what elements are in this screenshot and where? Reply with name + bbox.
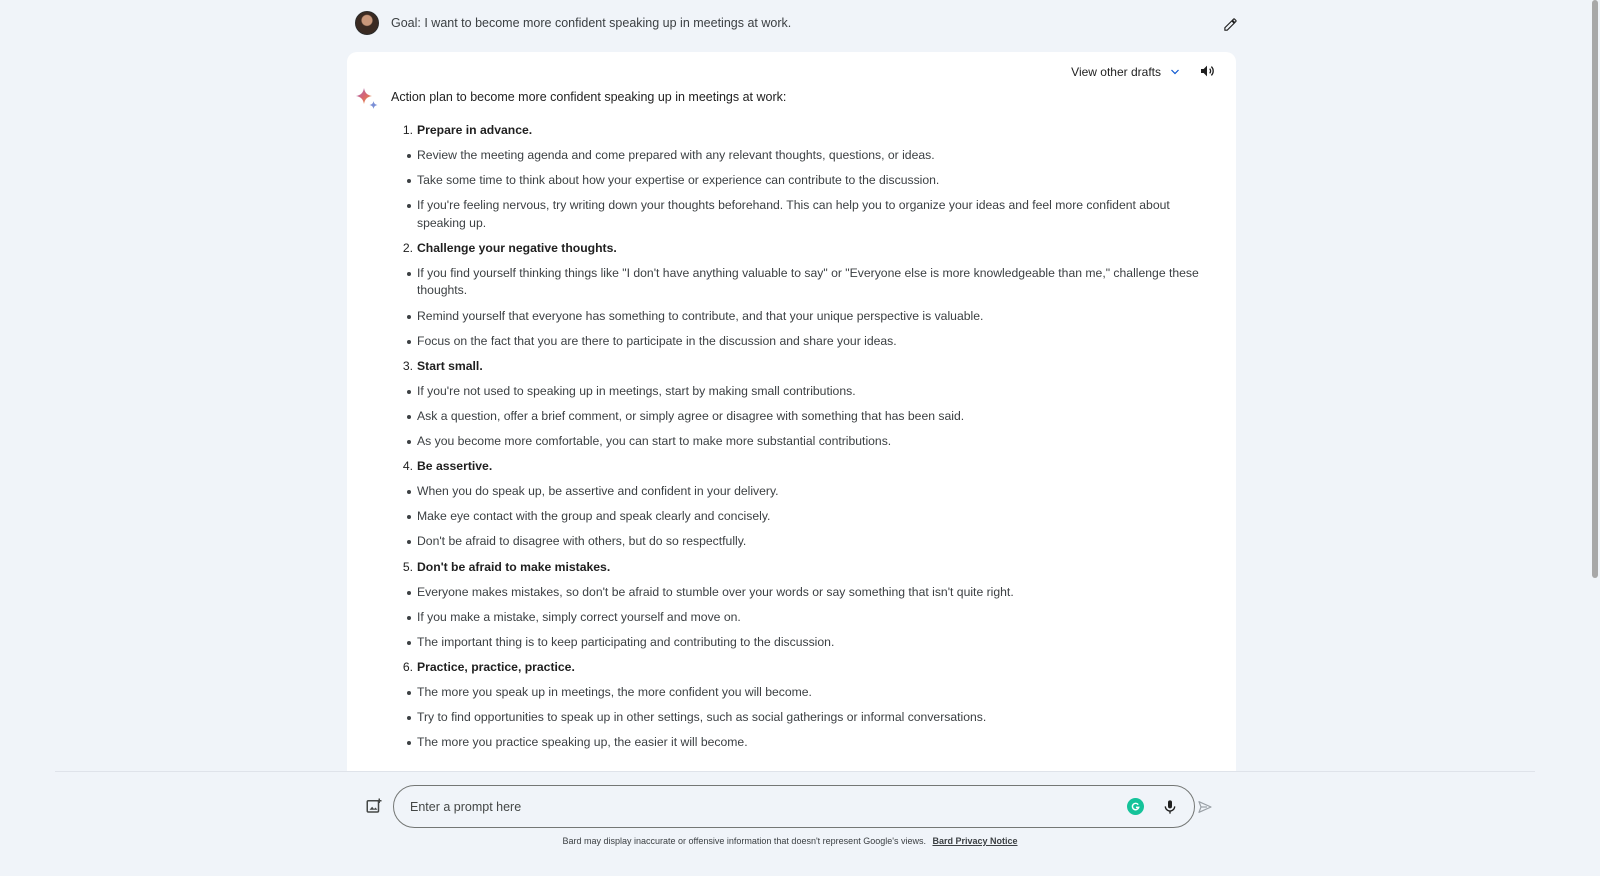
bullet-dot bbox=[407, 179, 411, 183]
plan-step-text: Don't be afraid to make mistakes. bbox=[417, 559, 611, 574]
step-number: 3. bbox=[402, 358, 413, 373]
plan-step-heading bbox=[391, 358, 1206, 376]
bullet-dot bbox=[407, 204, 411, 208]
plan-step-text: As you become more comfortable, you can start to make more substantial contributions. bbox=[417, 434, 892, 449]
drafts-label: View other drafts bbox=[1071, 65, 1161, 79]
add-image-icon bbox=[365, 797, 383, 815]
chevron-down-icon bbox=[1169, 66, 1181, 78]
plan-step-bullet bbox=[391, 508, 1206, 526]
plan-step-text: Take some time to think about how your expertise or experience can contribute to the discussion. bbox=[417, 173, 940, 188]
query-text: Goal: I want to become more confident speaking up in meetings at work. bbox=[391, 16, 792, 30]
privacy-notice-link[interactable]: Bard Privacy Notice bbox=[932, 836, 1018, 846]
bullet-dot bbox=[407, 716, 411, 720]
plan-step-bullet bbox=[391, 265, 1206, 300]
plan-step-text: If you find yourself thinking things like "I don't have anything valuable to say" or "Everyone else is more knowledgeable than me," challenge these thoughts. bbox=[417, 265, 1199, 298]
plan-step-bullet bbox=[391, 584, 1206, 602]
plan-step-text: Everyone makes mistakes, so don't be afraid to stumble over your words or say something that isn't quite right. bbox=[417, 584, 1014, 599]
plan-step-bullet bbox=[391, 383, 1206, 401]
scrollbar-thumb[interactable] bbox=[1592, 0, 1598, 578]
plan-step-text: Challenge your negative thoughts. bbox=[417, 240, 617, 255]
prompt-box bbox=[393, 785, 1195, 828]
bullet-dot bbox=[407, 591, 411, 595]
plan-step-bullet bbox=[391, 408, 1206, 426]
bullet-dot bbox=[407, 540, 411, 544]
plan-step-text: Practice, practice, practice. bbox=[417, 659, 575, 674]
prompt-input[interactable] bbox=[410, 800, 1100, 814]
plan-step-text: Be assertive. bbox=[417, 459, 493, 474]
microphone-icon bbox=[1162, 799, 1178, 815]
divider bbox=[55, 771, 1535, 772]
plan-step-bullet bbox=[391, 333, 1206, 351]
speaker-icon bbox=[1199, 63, 1215, 79]
plan-step-heading bbox=[391, 240, 1206, 258]
step-number: 1. bbox=[402, 123, 413, 137]
bard-sparkle-icon bbox=[355, 87, 379, 111]
plan-step-text: The important thing is to keep participating and contributing to the discussion. bbox=[417, 634, 835, 649]
bullet-dot bbox=[407, 741, 411, 745]
pencil-icon bbox=[1223, 17, 1238, 32]
bullet-dot bbox=[407, 415, 411, 419]
bullet-dot bbox=[407, 440, 411, 444]
plan-step-bullet bbox=[391, 172, 1206, 190]
plan-step-bullet bbox=[391, 634, 1206, 652]
plan-step-bullet bbox=[391, 483, 1206, 501]
bullet-dot bbox=[407, 340, 411, 344]
edit-query-button[interactable] bbox=[1220, 14, 1240, 34]
bullet-dot bbox=[407, 315, 411, 319]
disclaimer-text: Bard may display inaccurate or offensive information that doesn't represent Google's views. bbox=[562, 836, 926, 846]
grammarly-icon[interactable] bbox=[1127, 798, 1144, 815]
grammarly-g-icon bbox=[1130, 801, 1141, 812]
plan-step-bullet bbox=[391, 433, 1206, 451]
plan-step-bullet bbox=[391, 197, 1206, 232]
plan-step-text: When you do speak up, be assertive and confident in your delivery. bbox=[417, 484, 779, 499]
plan-step-heading bbox=[391, 122, 1206, 140]
footer-disclaimer bbox=[0, 836, 1580, 846]
plan-step-heading bbox=[391, 559, 1206, 577]
bullet-dot bbox=[407, 490, 411, 494]
user-query bbox=[355, 9, 1240, 37]
action-plan-list bbox=[391, 122, 1206, 759]
plan-step-text: The more you practice speaking up, the easier it will become. bbox=[417, 735, 748, 750]
bullet-dot bbox=[407, 154, 411, 158]
plan-step-bullet bbox=[391, 533, 1206, 551]
plan-step-text: Start small. bbox=[417, 358, 483, 373]
plan-step-bullet bbox=[391, 709, 1206, 727]
listen-button[interactable] bbox=[1196, 60, 1218, 82]
plan-step-text: Remind yourself that everyone has something to contribute, and that your unique perspective is valuable. bbox=[417, 308, 984, 323]
plan-step-bullet bbox=[391, 308, 1206, 326]
plan-step-text: If you're not used to speaking up in meetings, start by making small contributions. bbox=[417, 383, 856, 398]
plan-step-heading bbox=[391, 458, 1206, 476]
microphone-button[interactable] bbox=[1160, 797, 1180, 817]
send-button[interactable] bbox=[1195, 797, 1215, 817]
bullet-dot bbox=[407, 691, 411, 695]
plan-step-text: Focus on the fact that you are there to participate in the discussion and share your ideas. bbox=[417, 333, 897, 348]
bullet-dot bbox=[407, 616, 411, 620]
step-number: 5. bbox=[402, 559, 413, 574]
plan-step-text: Try to find opportunities to speak up in other settings, such as social gatherings or informal conversations. bbox=[417, 710, 987, 725]
scrollbar[interactable] bbox=[1590, 0, 1600, 876]
plan-step-heading bbox=[391, 659, 1206, 677]
prompt-composer bbox=[360, 785, 1215, 828]
plan-step-text: Make eye contact with the group and speak clearly and concisely. bbox=[417, 509, 771, 524]
step-number: 6. bbox=[402, 659, 413, 674]
bullet-dot bbox=[407, 641, 411, 645]
response-card bbox=[347, 52, 1236, 772]
bullet-dot bbox=[407, 515, 411, 519]
plan-step-text: Ask a question, offer a brief comment, or simply agree or disagree with something that has been said. bbox=[417, 408, 965, 423]
add-image-button[interactable] bbox=[365, 797, 385, 817]
step-number: 2. bbox=[402, 240, 413, 255]
view-other-drafts-button[interactable] bbox=[1071, 62, 1181, 82]
step-number: 4. bbox=[402, 459, 413, 474]
plan-step-bullet bbox=[391, 734, 1206, 752]
bullet-dot bbox=[407, 390, 411, 394]
bullet-dot bbox=[407, 272, 411, 276]
plan-step-text: If you're feeling nervous, try writing down your thoughts beforehand. This can help you to organize your ideas and feel more confident about speaking up. bbox=[417, 198, 1170, 230]
plan-step-bullet bbox=[391, 609, 1206, 627]
plan-step-bullet bbox=[391, 684, 1206, 702]
plan-step-text: Review the meeting agenda and come prepared with any relevant thoughts, questions, or ideas. bbox=[417, 148, 935, 163]
response-intro: Action plan to become more confident speaking up in meetings at work: bbox=[391, 90, 787, 104]
send-icon bbox=[1197, 799, 1213, 815]
plan-step-text: Don't be afraid to disagree with others, but do so respectfully. bbox=[417, 534, 747, 549]
plan-step-text: The more you speak up in meetings, the more confident you will become. bbox=[417, 684, 812, 699]
user-avatar bbox=[355, 11, 379, 35]
plan-step-text: Prepare in advance. bbox=[417, 123, 533, 137]
plan-step-text: If you make a mistake, simply correct yourself and move on. bbox=[417, 609, 741, 624]
plan-step-bullet bbox=[391, 147, 1206, 165]
